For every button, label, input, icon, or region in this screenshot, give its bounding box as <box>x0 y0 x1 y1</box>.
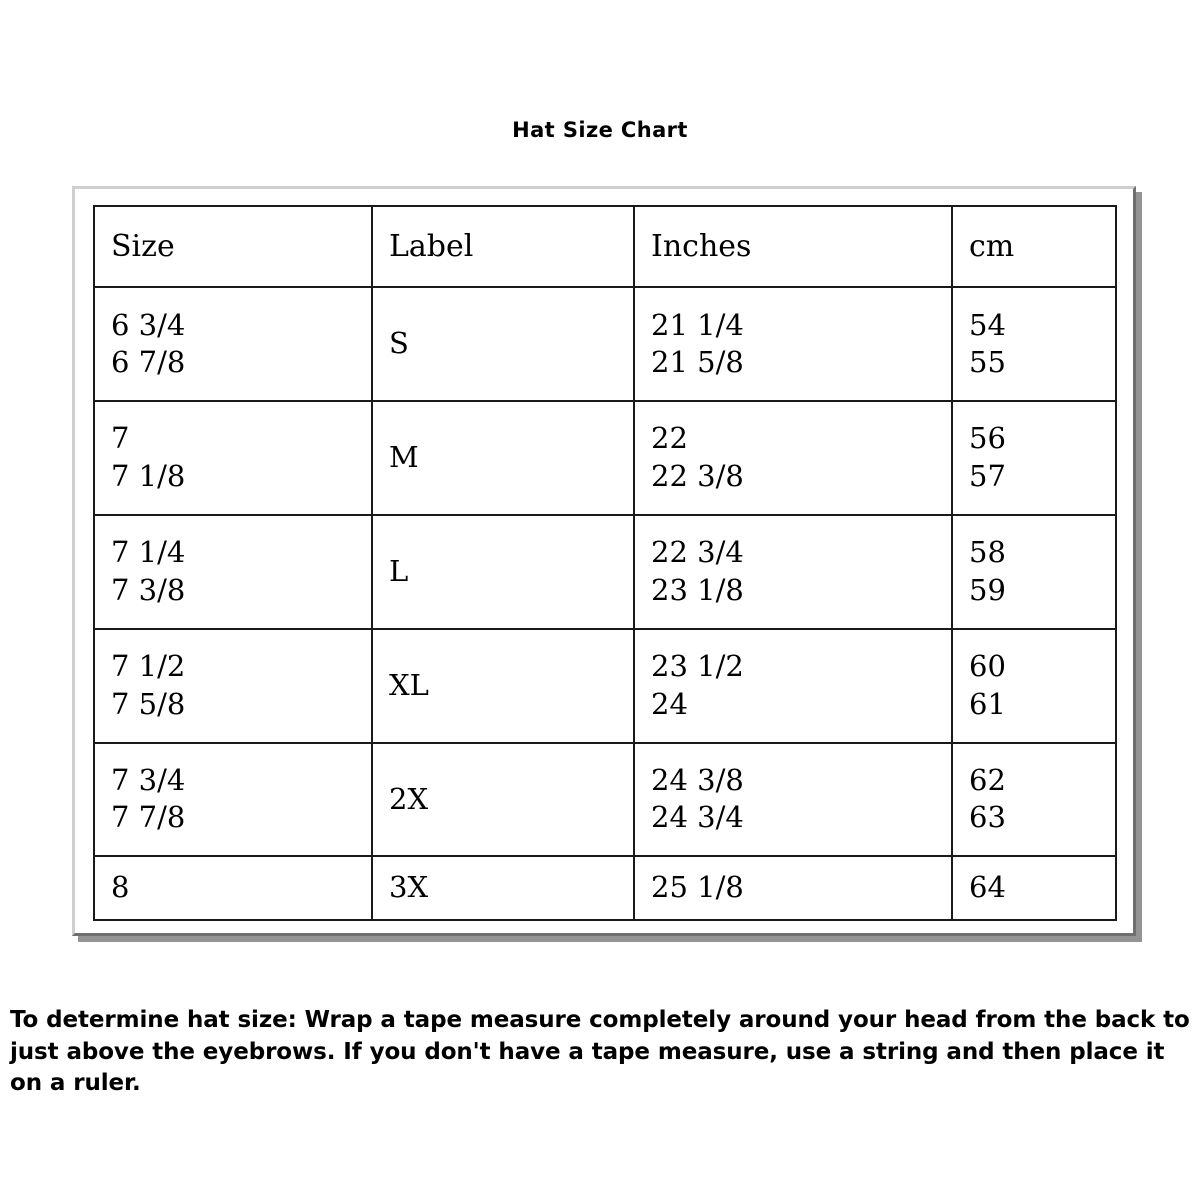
cell-cm <box>952 287 1116 401</box>
cell-line: 63 <box>969 800 1006 835</box>
cell-line: 23 1/2 <box>651 648 744 683</box>
cell-line: 64 <box>969 870 1006 905</box>
cell-line: 6 3/4 <box>111 307 186 342</box>
cell-line: 25 1/8 <box>651 870 744 905</box>
column-header-inches: Inches <box>634 206 952 287</box>
size-table-frame <box>72 186 1136 936</box>
cell-line: 7 1/2 <box>111 648 186 683</box>
cell-line: 22 3/8 <box>651 459 744 494</box>
cell-size <box>94 287 372 401</box>
cell-cm <box>952 743 1116 857</box>
cell-size <box>94 401 372 515</box>
cell-size <box>94 515 372 629</box>
cell-label: 2X <box>372 743 634 857</box>
table-row <box>94 743 1116 857</box>
cell-line: 61 <box>969 686 1006 721</box>
cell-line: 24 <box>651 686 688 721</box>
cell-cm <box>952 856 1116 920</box>
cell-line: 7 1/8 <box>111 459 186 494</box>
cell-line: 7 1/4 <box>111 535 186 570</box>
cell-line: 56 <box>969 421 1006 456</box>
cell-cm <box>952 515 1116 629</box>
table-row <box>94 856 1116 920</box>
cell-inches <box>634 287 952 401</box>
column-header-label: Label <box>372 206 634 287</box>
cell-inches <box>634 515 952 629</box>
cell-label: L <box>372 515 634 629</box>
cell-label: M <box>372 401 634 515</box>
cell-line: 23 1/8 <box>651 572 744 607</box>
cell-line: 22 <box>651 421 688 456</box>
cell-inches <box>634 856 952 920</box>
cell-line: 7 3/4 <box>111 762 186 797</box>
cell-line: 7 <box>111 421 130 456</box>
hat-size-table <box>93 205 1117 921</box>
cell-line: 22 3/4 <box>651 535 744 570</box>
table-body <box>94 206 1116 920</box>
cell-line: 7 7/8 <box>111 800 186 835</box>
page-title: Hat Size Chart <box>512 118 688 142</box>
cell-size <box>94 743 372 857</box>
table-row <box>94 629 1116 743</box>
cell-inches <box>634 743 952 857</box>
measurement-instructions: To determine hat size: Wrap a tape measure completely around your head from the back to just above the eyebrows. If you don't have a tape measure, use a string and then place it on a ruler. <box>10 1007 1190 1097</box>
cell-line: 58 <box>969 535 1006 570</box>
cell-line: 24 3/8 <box>651 762 744 797</box>
cell-line: 55 <box>969 345 1006 380</box>
cell-line: 60 <box>969 648 1006 683</box>
cell-line: 62 <box>969 762 1006 797</box>
table-row <box>94 515 1116 629</box>
cell-label: S <box>372 287 634 401</box>
cell-line: 21 1/4 <box>651 307 744 342</box>
size-table-container <box>93 205 1115 921</box>
cell-line: 6 7/8 <box>111 345 186 380</box>
table-row <box>94 401 1116 515</box>
cell-size <box>94 629 372 743</box>
column-header-size: Size <box>94 206 372 287</box>
cell-label: 3X <box>372 856 634 920</box>
cell-inches <box>634 401 952 515</box>
column-header-cm: cm <box>952 206 1116 287</box>
cell-line: 21 5/8 <box>651 345 744 380</box>
cell-line: 57 <box>969 459 1006 494</box>
cell-label: XL <box>372 629 634 743</box>
table-row <box>94 287 1116 401</box>
cell-cm <box>952 401 1116 515</box>
cell-line: 8 <box>111 870 130 905</box>
cell-inches <box>634 629 952 743</box>
cell-cm <box>952 629 1116 743</box>
cell-line: 24 3/4 <box>651 800 744 835</box>
cell-line: 7 5/8 <box>111 686 186 721</box>
cell-line: 54 <box>969 307 1006 342</box>
cell-size <box>94 856 372 920</box>
cell-line: 7 3/8 <box>111 572 186 607</box>
cell-line: 59 <box>969 572 1006 607</box>
table-header-row <box>94 206 1116 287</box>
